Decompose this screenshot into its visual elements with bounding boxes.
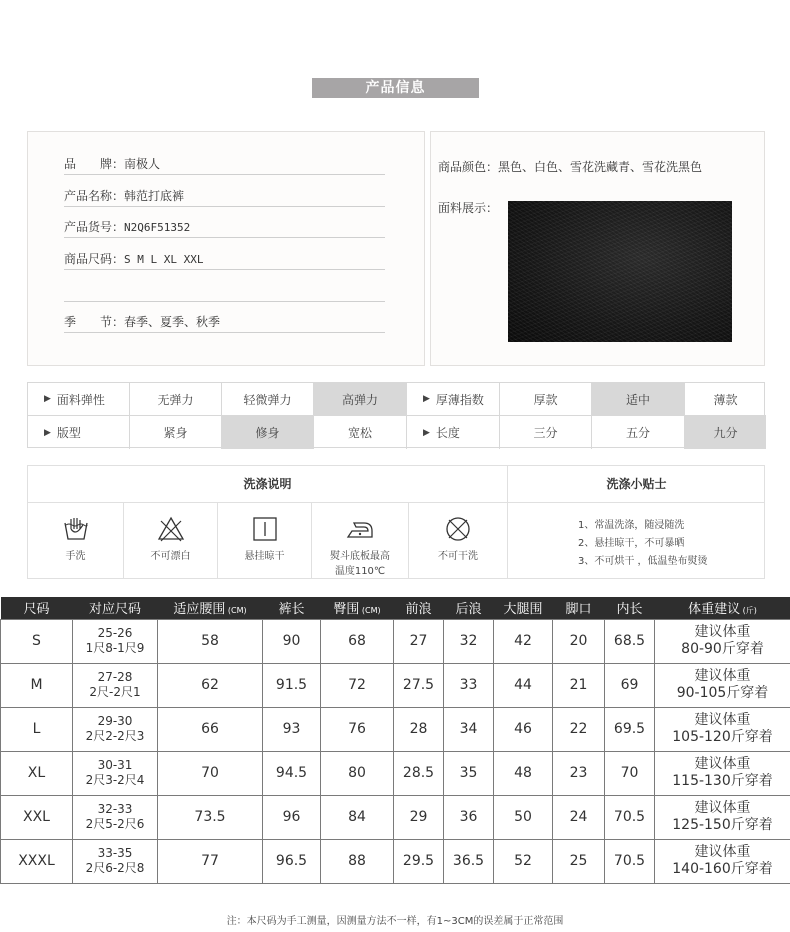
wash-tip: 3、不可烘干 ，低温垫布熨烫 — [578, 556, 708, 567]
triangle-right-icon: ▶ — [44, 427, 51, 438]
table-cell: 48 — [494, 751, 553, 795]
unit-label: (CM) — [225, 606, 247, 616]
attribute-option — [222, 383, 314, 416]
table-cell: 36.5 — [444, 839, 494, 883]
info-name — [64, 187, 385, 207]
table-cell: 建议体重 90-105斤穿着 — [655, 663, 790, 707]
attribute-text: 厚薄指数 — [435, 392, 484, 407]
name-label: 产品名称： — [64, 189, 125, 203]
table-cell: 35 — [444, 751, 494, 795]
table-cell: 30-31 2尺3-2尺4 — [73, 751, 158, 795]
table-cell: 34 — [444, 707, 494, 751]
wash-item-hand-wash — [28, 503, 124, 579]
no-dry-clean-icon — [444, 515, 472, 543]
fabric-swatch-image — [508, 201, 732, 342]
size-header-cell: 前浪 — [394, 597, 444, 619]
name-value: 韩范打底裤 — [124, 189, 185, 203]
table-cell: M — [1, 663, 73, 707]
attribute-option — [130, 416, 222, 449]
table-row — [1, 795, 790, 839]
table-cell: 29-30 2尺2-2尺3 — [73, 707, 158, 751]
table-cell: 建议体重 125-150斤穿着 — [655, 795, 790, 839]
table-cell: 69 — [605, 663, 655, 707]
table-cell: 42 — [494, 619, 553, 663]
table-cell: 88 — [321, 839, 394, 883]
table-cell: 建议体重 115-130斤穿着 — [655, 751, 790, 795]
sku-value: N2Q6F51352 — [124, 221, 191, 234]
table-cell: 建议体重 105-120斤穿着 — [655, 707, 790, 751]
wash-item-label: 熨斗底板最高 温度110℃ — [330, 551, 390, 577]
table-cell: 44 — [494, 663, 553, 707]
size-header-cell: 尺码 — [1, 597, 73, 619]
section-title: 产品信息 — [312, 78, 479, 98]
table-cell: 建议体重 140-160斤穿着 — [655, 839, 790, 883]
triangle-right-icon: ▶ — [423, 394, 430, 404]
wash-tips-list — [507, 503, 765, 579]
table-cell: L — [1, 707, 73, 751]
table-cell: 21 — [553, 663, 605, 707]
table-cell: 68 — [321, 619, 394, 663]
info-brand — [64, 155, 385, 175]
table-cell: 27.5 — [394, 663, 444, 707]
no-bleach-icon — [157, 515, 185, 543]
table-cell: 50 — [494, 795, 553, 839]
info-season — [64, 313, 385, 333]
wash-item-label: 悬挂晾干 — [244, 551, 285, 562]
table-row — [1, 663, 790, 707]
table-cell: 28 — [394, 707, 444, 751]
table-cell: 90 — [263, 619, 321, 663]
table-cell: 96 — [263, 795, 321, 839]
wash-title: 洗涤说明 — [28, 466, 507, 503]
hang-dry-icon — [251, 515, 279, 543]
attribute-grid — [27, 382, 765, 448]
table-cell: 27 — [394, 619, 444, 663]
table-cell: 91.5 — [263, 663, 321, 707]
table-cell: 25-26 1尺8-1尺9 — [73, 619, 158, 663]
attribute-option — [314, 416, 407, 449]
table-cell: 93 — [263, 707, 321, 751]
wash-icon-row — [28, 503, 507, 579]
triangle-right-icon: ▶ — [44, 394, 51, 404]
table-cell: XXL — [1, 795, 73, 839]
attribute-option — [500, 383, 592, 416]
table-cell: 32 — [444, 619, 494, 663]
table-cell: 70 — [605, 751, 655, 795]
wash-item-label: 不可漂白 — [150, 551, 191, 562]
size-header-cell: 脚口 — [553, 597, 605, 619]
wash-item-label: 手洗 — [65, 551, 86, 562]
attribute-text: 宽松 — [347, 426, 372, 440]
attribute-text: 修身 — [255, 426, 280, 440]
table-cell: 77 — [158, 839, 263, 883]
attribute-heading — [407, 416, 500, 449]
table-cell: 69.5 — [605, 707, 655, 751]
table-cell: 22 — [553, 707, 605, 751]
fabric-label: 面料展示： — [438, 201, 499, 215]
size-header-cell: 内长 — [605, 597, 655, 619]
sizes-value: S M L XL XXL — [124, 253, 204, 266]
table-cell: 66 — [158, 707, 263, 751]
table-cell: 33 — [444, 663, 494, 707]
info-sku — [64, 218, 385, 238]
wash-item-no-bleach — [124, 503, 218, 579]
table-cell: 72 — [321, 663, 394, 707]
table-cell: 23 — [553, 751, 605, 795]
wash-tips-title: 洗涤小贴士 — [507, 466, 765, 503]
size-header-cell: 体重建议 (斤) — [655, 597, 790, 619]
table-cell: 73.5 — [158, 795, 263, 839]
size-header-cell: 适应腰围 (CM) — [158, 597, 263, 619]
attribute-heading — [28, 416, 130, 449]
table-cell: 29 — [394, 795, 444, 839]
table-cell: 20 — [553, 619, 605, 663]
attribute-text: 九分 — [713, 426, 738, 440]
size-table-header — [1, 597, 790, 619]
colors-value: 黑色、白色、雪花洗藏青、雪花洗黑色 — [498, 160, 703, 174]
attribute-text: 长度 — [435, 426, 460, 440]
color-fabric-panel — [430, 131, 765, 366]
colors-label: 商品颜色： — [438, 160, 499, 174]
wash-item-iron — [312, 503, 409, 579]
size-header-cell: 对应尺码 — [73, 597, 158, 619]
attribute-text: 无弹力 — [157, 392, 194, 407]
table-cell: XXXL — [1, 839, 73, 883]
attribute-text: 薄款 — [713, 392, 738, 407]
attribute-heading — [407, 383, 500, 416]
table-cell: 76 — [321, 707, 394, 751]
table-cell: 94.5 — [263, 751, 321, 795]
attribute-option — [500, 416, 592, 449]
table-cell: 29.5 — [394, 839, 444, 883]
table-cell: 27-28 2尺-2尺1 — [73, 663, 158, 707]
sizes-label: 商品尺码： — [64, 252, 125, 266]
wash-instructions — [27, 465, 765, 579]
attribute-option — [685, 416, 766, 449]
attribute-text: 面料弹性 — [56, 392, 105, 407]
table-row — [1, 839, 790, 883]
colors-row — [438, 158, 702, 175]
wash-item-hang-dry — [218, 503, 312, 579]
table-cell: 84 — [321, 795, 394, 839]
table-cell: 96.5 — [263, 839, 321, 883]
season-label: 季 节： — [64, 315, 125, 329]
wash-tip: 2、悬挂晾干，不可暴晒 — [578, 538, 685, 549]
table-row — [1, 619, 790, 663]
attribute-text: 紧身 — [163, 426, 188, 440]
attribute-option — [592, 383, 685, 416]
hand-wash-icon — [62, 515, 90, 543]
table-cell: 62 — [158, 663, 263, 707]
table-cell: 58 — [158, 619, 263, 663]
table-cell: 70.5 — [605, 795, 655, 839]
table-cell: 33-35 2尺6-2尺8 — [73, 839, 158, 883]
table-cell: 32-33 2尺5-2尺6 — [73, 795, 158, 839]
table-cell: 25 — [553, 839, 605, 883]
measurement-note: 注：本尺码为手工测量，因测量方法不一样，有1~3CM的误差属于正常范围 — [226, 916, 564, 927]
table-cell: 70.5 — [605, 839, 655, 883]
wash-tip: 1、常温洗涤，随浸随洗 — [578, 520, 685, 531]
brand-value: 南极人 — [124, 157, 161, 171]
table-cell: 46 — [494, 707, 553, 751]
table-cell: 36 — [444, 795, 494, 839]
wash-item-label: 不可干洗 — [438, 551, 478, 562]
product-info-panel — [27, 131, 425, 366]
attribute-text: 五分 — [625, 426, 650, 440]
size-table — [0, 597, 790, 884]
info-empty-row — [64, 282, 385, 302]
attribute-option — [592, 416, 685, 449]
table-cell: XL — [1, 751, 73, 795]
table-cell: 52 — [494, 839, 553, 883]
info-sizes — [64, 250, 385, 270]
size-header-cell: 大腿围 — [494, 597, 553, 619]
brand-label: 品 牌： — [64, 157, 125, 171]
attribute-text: 适中 — [625, 392, 650, 407]
size-header-cell: 后浪 — [444, 597, 494, 619]
attribute-text: 高弹力 — [341, 392, 378, 407]
unit-label: (斤) — [740, 606, 757, 616]
unit-label: (CM) — [359, 606, 381, 616]
table-cell: S — [1, 619, 73, 663]
attribute-text: 厚款 — [533, 392, 558, 407]
wash-item-no-dry-clean — [409, 503, 507, 579]
table-row — [1, 751, 790, 795]
table-cell: 80 — [321, 751, 394, 795]
table-row — [1, 707, 790, 751]
attribute-text: 轻微弹力 — [243, 392, 292, 407]
attribute-option — [314, 383, 407, 416]
table-cell: 24 — [553, 795, 605, 839]
sku-label: 产品货号： — [64, 220, 125, 234]
size-header-cell: 臀围 (CM) — [321, 597, 394, 619]
table-cell: 70 — [158, 751, 263, 795]
triangle-right-icon: ▶ — [423, 427, 430, 438]
table-cell: 68.5 — [605, 619, 655, 663]
iron-icon — [346, 515, 374, 543]
attribute-option — [130, 383, 222, 416]
attribute-heading — [28, 383, 130, 416]
size-header-cell: 裤长 — [263, 597, 321, 619]
attribute-option — [222, 416, 314, 449]
table-cell: 建议体重 80-90斤穿着 — [655, 619, 790, 663]
season-value: 春季、夏季、秋季 — [124, 315, 221, 329]
attribute-text: 三分 — [533, 426, 558, 440]
attribute-text: 版型 — [56, 426, 81, 440]
attribute-option — [685, 383, 766, 416]
table-cell: 28.5 — [394, 751, 444, 795]
